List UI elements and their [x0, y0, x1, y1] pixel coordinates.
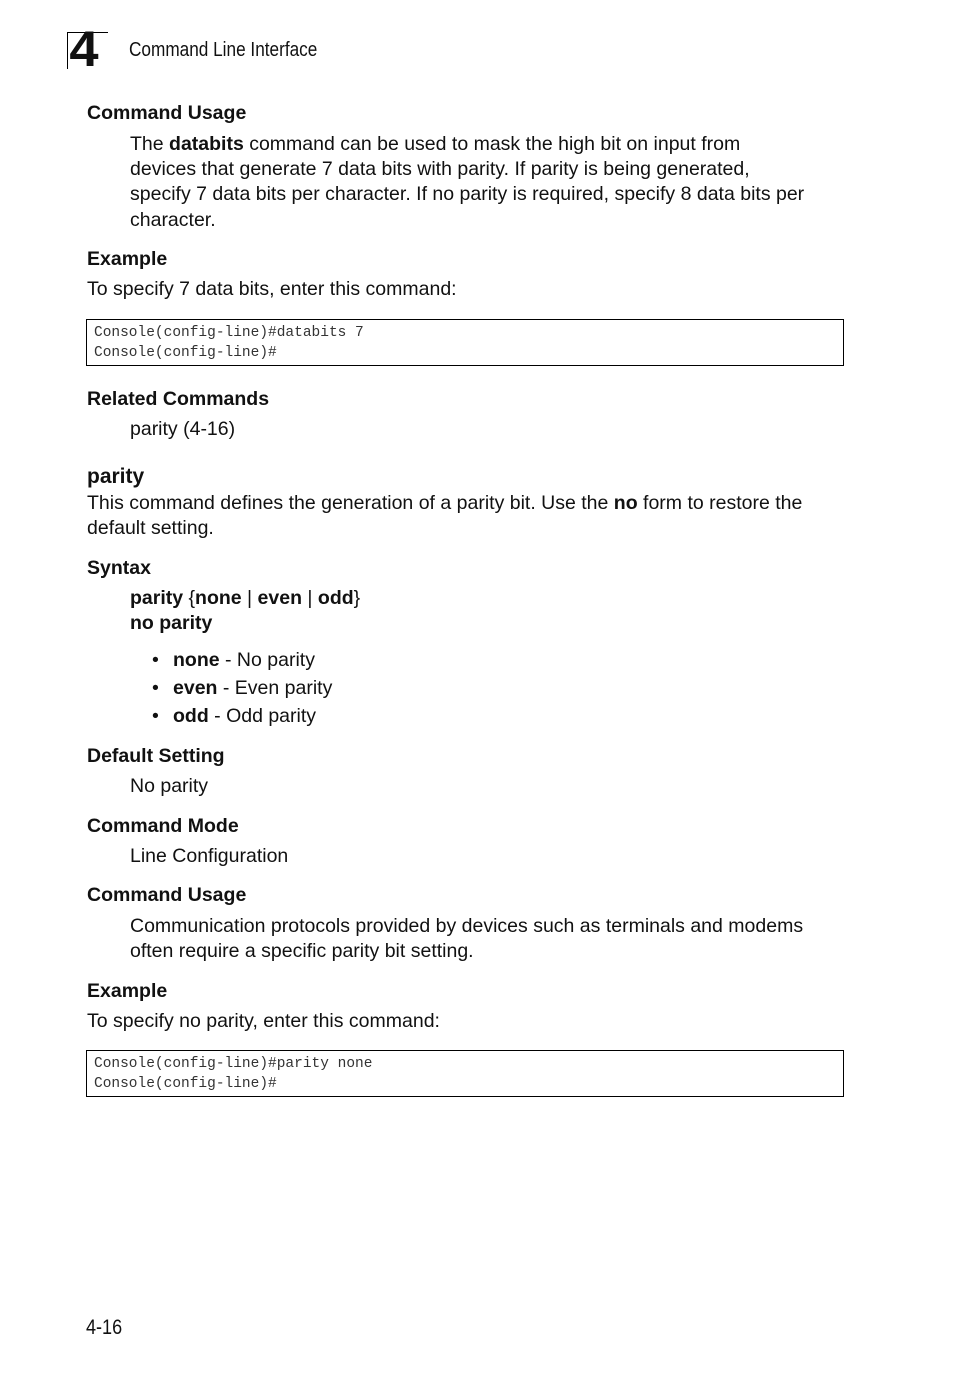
bullet-icon: • — [152, 677, 159, 699]
running-title: Command Line Interface — [129, 39, 318, 61]
parity-usage-line1: Communication protocols provided by devices such as terminals and modems — [130, 915, 804, 937]
databits-example-heading: Example — [87, 248, 168, 270]
parity-usage-line2: often require a specific parity bit setting. — [130, 940, 474, 962]
parity-desc-line2: default setting. — [87, 517, 214, 539]
parity-desc-line1: This command defines the generation of a parity bit. Use the no form to restore the — [87, 492, 803, 514]
command-mode-heading: Command Mode — [87, 815, 239, 837]
databits-usage-line2: devices that generate 7 data bits with parity. If parity is being generated, — [130, 158, 750, 180]
no-keyword: no — [613, 492, 638, 514]
databits-example-text: To specify 7 data bits, enter this command: — [87, 278, 457, 300]
code-line: Console(config-line)# — [94, 1076, 277, 1092]
code-line: Console(config-line)# — [94, 345, 277, 361]
databits-usage-heading: Command Usage — [87, 102, 247, 124]
parity-command-title: parity — [87, 465, 145, 488]
default-setting-heading: Default Setting — [87, 745, 225, 767]
parity-usage-heading: Command Usage — [87, 884, 247, 906]
parity-code-block — [86, 1050, 844, 1097]
syntax-no-form: no parity — [130, 612, 213, 634]
databits-code-block — [86, 319, 844, 366]
related-commands-heading: Related Commands — [87, 388, 270, 410]
bullet-icon: • — [152, 705, 159, 727]
databits-usage-line4: character. — [130, 209, 216, 231]
related-command-parity: parity (4-16) — [130, 418, 236, 440]
syntax-heading: Syntax — [87, 557, 151, 579]
chapter-number: 4 — [69, 21, 97, 77]
command-mode-value: Line Configuration — [130, 845, 289, 867]
code-line: Console(config-line)#parity none — [94, 1056, 373, 1072]
option-odd: odd - Odd parity — [173, 705, 317, 727]
code-line: Console(config-line)#databits 7 — [94, 325, 364, 341]
databits-usage-line3: specify 7 data bits per character. If no parity is required, specify 8 data bits per — [130, 183, 805, 205]
option-none: none - No parity — [173, 649, 315, 671]
page-number: 4-16 — [86, 1316, 123, 1339]
option-even: even - Even parity — [173, 677, 333, 699]
parity-example-text: To specify no parity, enter this command: — [87, 1010, 440, 1032]
databits-usage-line1: The databits command can be used to mask the high bit on input from — [130, 133, 741, 155]
syntax-line: parity {none | even | odd} — [130, 587, 361, 609]
bullet-icon: • — [152, 649, 159, 671]
default-setting-value: No parity — [130, 775, 209, 797]
parity-example-heading: Example — [87, 980, 168, 1002]
databits-keyword: databits — [169, 133, 244, 155]
